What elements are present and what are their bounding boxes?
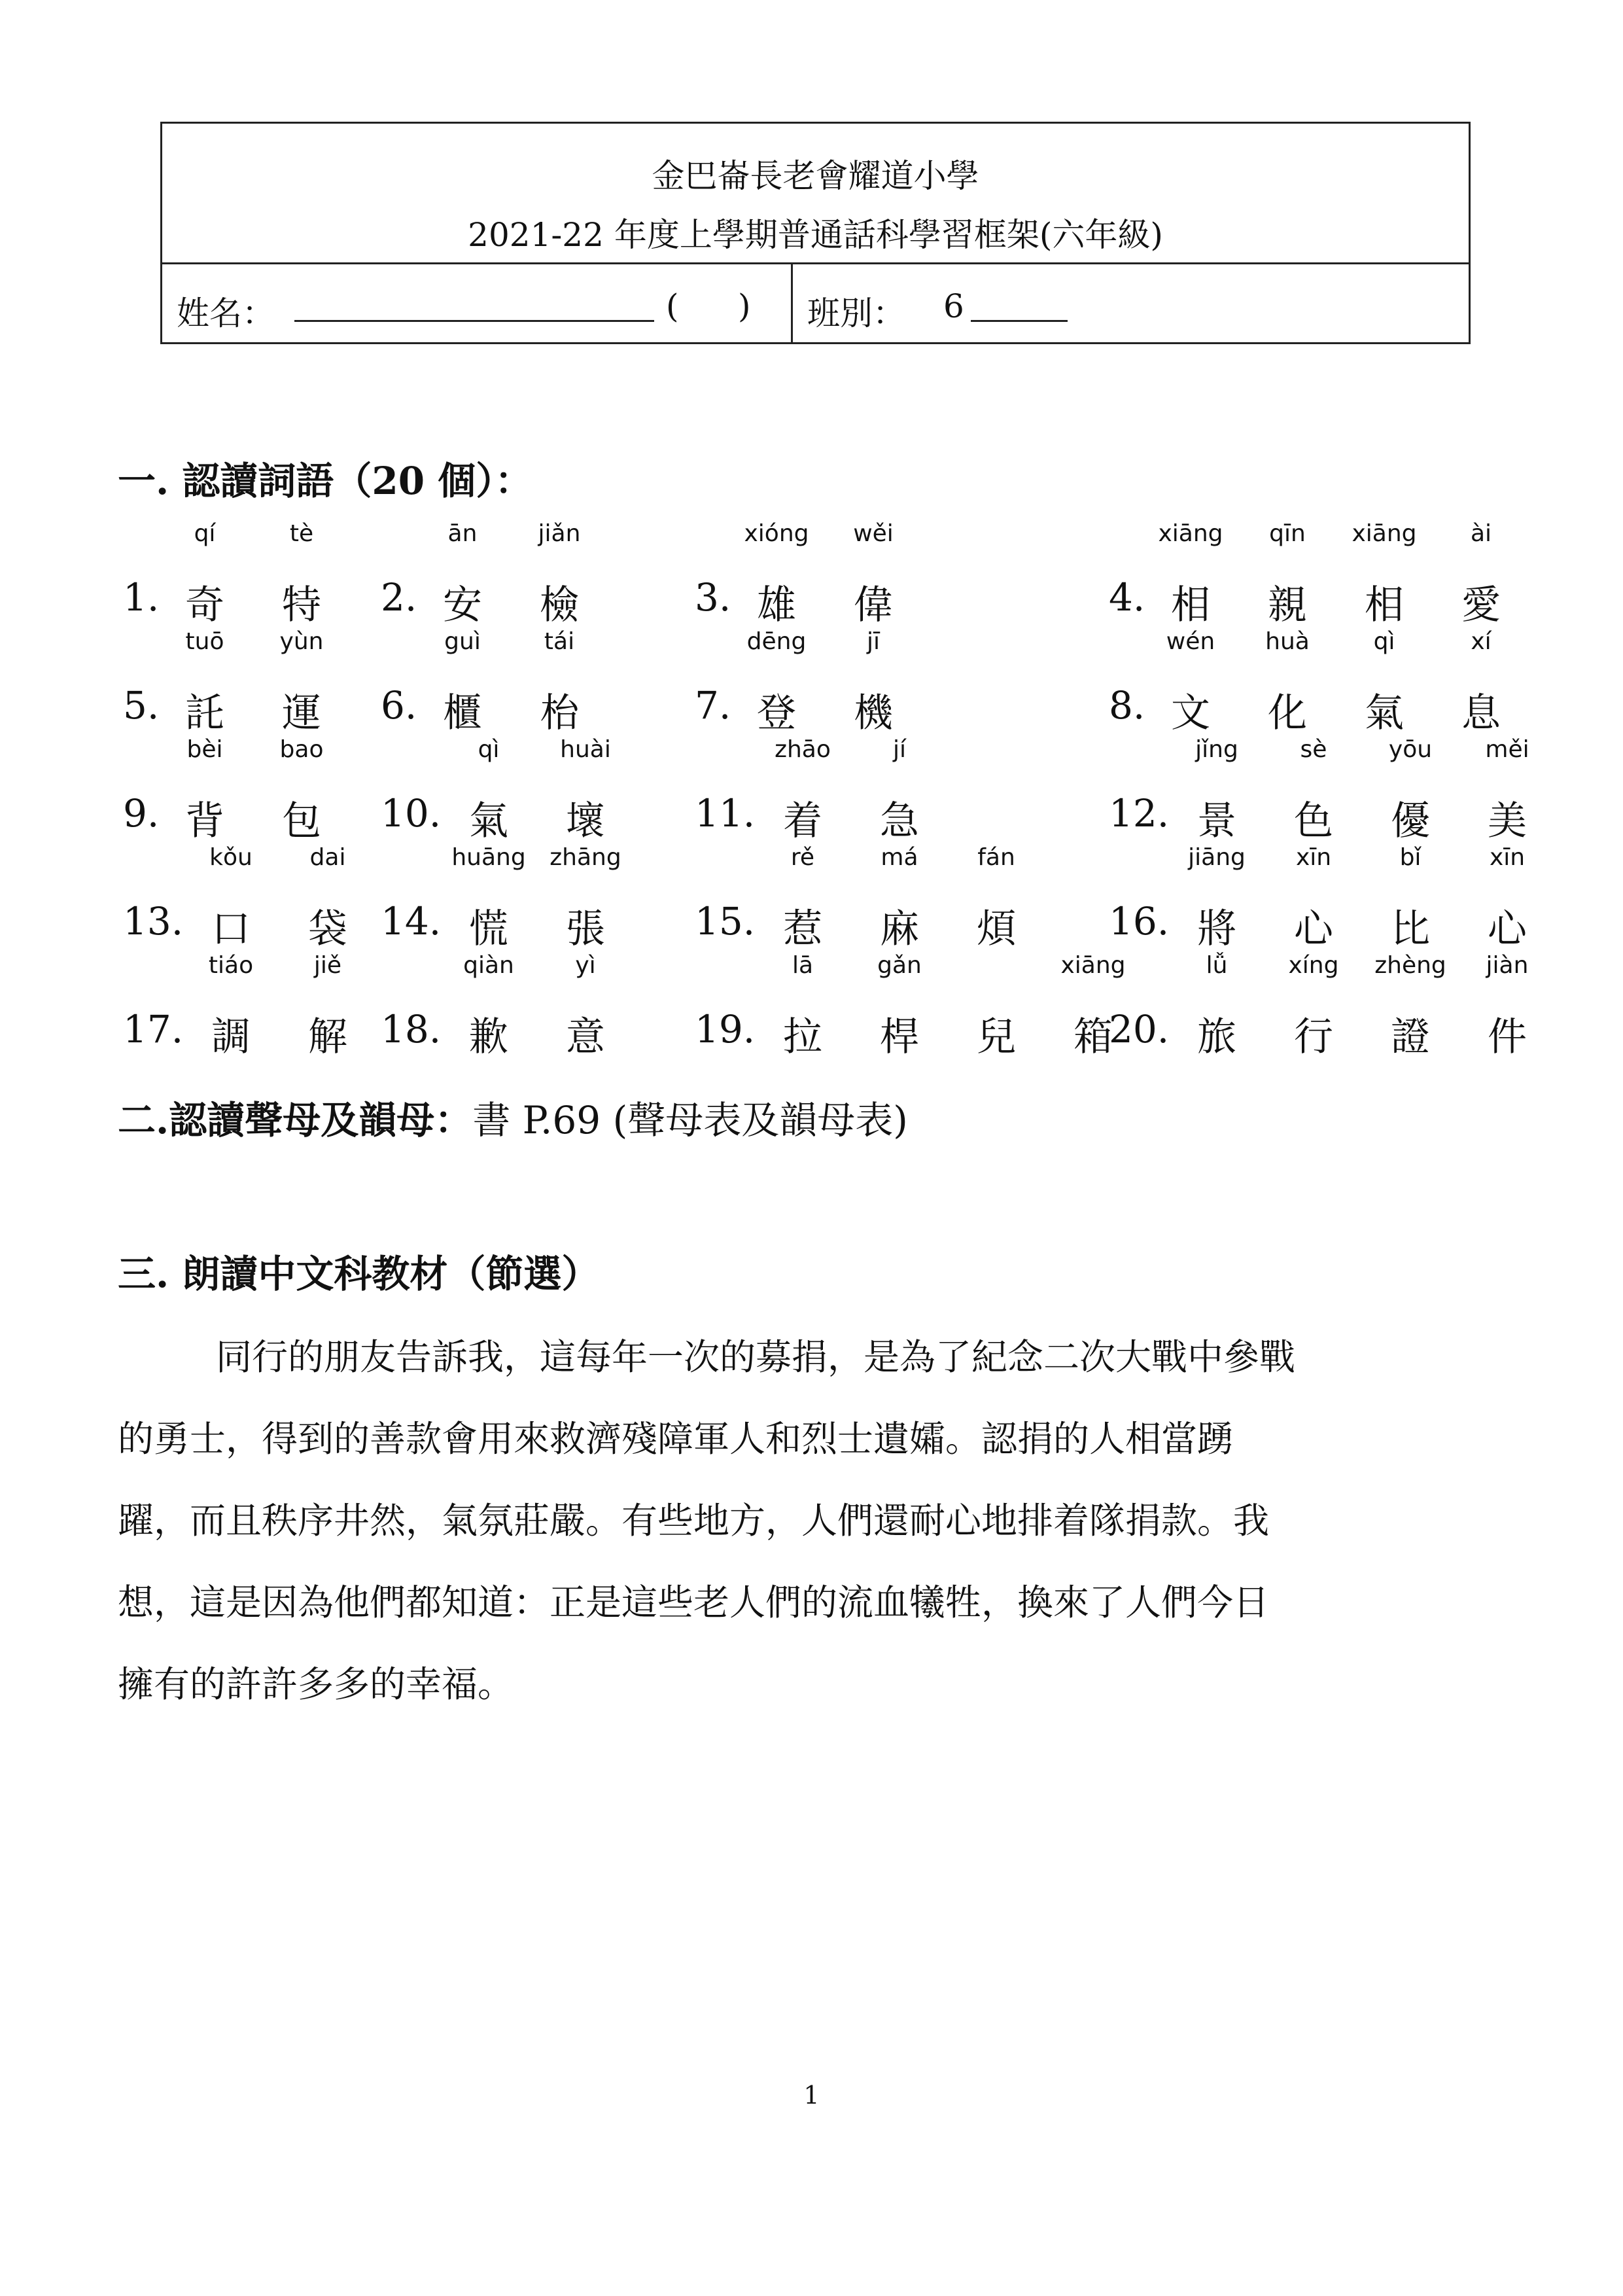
pinyin-label: ān: [447, 520, 478, 547]
hanzi: 麻: [880, 906, 919, 952]
pinyin-label: xióng: [744, 520, 809, 547]
student-info-row: [162, 262, 1469, 342]
vocab-number: 14.: [381, 899, 442, 944]
hanzi: 意: [566, 1014, 605, 1060]
pinyin-label: bao: [279, 736, 324, 763]
vocab-number: 15.: [695, 899, 756, 944]
pinyin-label: jiàn: [1486, 952, 1529, 979]
vocab-number: 19.: [695, 1007, 756, 1051]
vocab-number: 5.: [123, 683, 160, 728]
hanzi: 相: [1171, 582, 1210, 628]
hanzi: 親: [1268, 582, 1307, 628]
pinyin-label: ài: [1470, 520, 1492, 547]
pinyin-label: xí: [1471, 628, 1492, 655]
pinyin-label: tè: [289, 520, 314, 547]
pinyin-label: qí: [194, 520, 216, 547]
pinyin-label: wén: [1166, 628, 1215, 655]
pinyin-label: tái: [544, 628, 575, 655]
header-title-row: [162, 124, 1469, 264]
hanzi: 兒: [977, 1014, 1016, 1060]
framework-title: 2021-22 年度上學期普通話科學習框架(六年級): [468, 216, 1163, 254]
hanzi: 慌: [469, 906, 508, 952]
pinyin-label: lā: [792, 952, 814, 979]
pinyin-label: yōu: [1388, 736, 1433, 763]
vocab-number: 12.: [1109, 791, 1170, 836]
section2-title: 二.認讀聲母及韻母：: [118, 1098, 473, 1142]
vocab-number: 16.: [1109, 899, 1170, 944]
pinyin-label: jī: [866, 628, 880, 655]
hanzi: 壞: [566, 798, 605, 844]
pinyin-label: tuō: [185, 628, 224, 655]
hanzi: 景: [1197, 798, 1236, 844]
vocab-number: 2.: [381, 575, 417, 620]
pinyin-label: jǐng: [1195, 736, 1238, 763]
pinyin-label: xiāng: [1158, 520, 1223, 547]
hanzi: 拉: [783, 1014, 822, 1060]
hanzi: 件: [1488, 1014, 1527, 1060]
hanzi: 登: [757, 690, 796, 736]
class-blank-line: [971, 320, 1068, 322]
hanzi: 行: [1294, 1014, 1333, 1060]
passage-line: 的勇士，得到的善款會用來救濟殘障軍人和烈士遺孀。認捐的人相當踴: [118, 1418, 1234, 1460]
hanzi: 特: [282, 582, 321, 628]
name-blank-line: [294, 320, 654, 322]
page-number: 1: [803, 2081, 820, 2110]
pinyin-label: rě: [790, 844, 815, 871]
hanzi: 歉: [469, 1014, 508, 1060]
hanzi: 運: [282, 690, 321, 736]
hanzi: 袋: [308, 906, 347, 952]
pinyin-label: guì: [444, 628, 481, 655]
pinyin-label: xiāng: [1352, 520, 1417, 547]
vocab-number: 7.: [695, 683, 731, 728]
hanzi: 雄: [757, 582, 796, 628]
vocab-number: 4.: [1109, 575, 1145, 620]
pinyin-label: huāng: [451, 844, 526, 871]
hanzi: 色: [1294, 798, 1333, 844]
class-cell: [793, 262, 1469, 342]
hanzi: 息: [1461, 690, 1501, 736]
pinyin-label: qiàn: [463, 952, 514, 979]
pinyin-label: dēng: [746, 628, 807, 655]
hanzi: 美: [1488, 798, 1527, 844]
pinyin-label: yì: [575, 952, 596, 979]
pinyin-label: xīn: [1489, 844, 1526, 871]
pinyin-label: měi: [1485, 736, 1529, 763]
hanzi: 急: [880, 798, 919, 844]
pinyin-label: tiáo: [208, 952, 254, 979]
pinyin-label: sè: [1300, 736, 1327, 763]
hanzi: 將: [1197, 906, 1236, 952]
hanzi: 氣: [469, 798, 508, 844]
hanzi: 櫃: [443, 690, 482, 736]
pinyin-label: jiāng: [1188, 844, 1246, 871]
section2-heading: [118, 1089, 908, 1144]
pinyin-label: qì: [478, 736, 500, 763]
pinyin-label: xīn: [1295, 844, 1332, 871]
hanzi: 口: [211, 906, 251, 952]
hanzi: 惹: [783, 906, 822, 952]
vocab-number: 18.: [381, 1007, 442, 1051]
hanzi: 相: [1365, 582, 1404, 628]
pinyin-label: zhāng: [550, 844, 621, 871]
pinyin-label: zhāo: [775, 736, 831, 763]
pinyin-label: fán: [977, 844, 1015, 871]
hanzi: 桿: [880, 1014, 919, 1060]
vocab-number: 3.: [695, 575, 731, 620]
header-table: [160, 122, 1471, 344]
hanzi: 張: [566, 906, 605, 952]
hanzi: 背: [185, 798, 224, 844]
hanzi: 心: [1294, 906, 1333, 952]
pinyin-label: má: [881, 844, 918, 871]
pinyin-label: gǎn: [877, 952, 922, 979]
hanzi: 心: [1488, 906, 1527, 952]
pinyin-label: huài: [560, 736, 611, 763]
pinyin-label: huà: [1265, 628, 1310, 655]
hanzi: 安: [443, 582, 482, 628]
section3-heading: 三. 朗讀中文科教材（節選）: [118, 1252, 600, 1296]
class-label: 班別：: [807, 294, 905, 332]
hanzi: 着: [783, 798, 822, 844]
vocab-number: 1.: [123, 575, 160, 620]
hanzi: 奇: [185, 582, 224, 628]
pinyin-label: dai: [309, 844, 346, 871]
name-cell: [162, 262, 793, 342]
passage-line: 擁有的許許多多的幸福。: [118, 1663, 514, 1705]
hanzi: 氣: [1365, 690, 1404, 736]
vocab-number: 13.: [123, 899, 184, 944]
hanzi: 調: [211, 1014, 251, 1060]
hanzi: 證: [1391, 1014, 1430, 1060]
pinyin-label: bǐ: [1399, 844, 1422, 871]
class-value: 6: [943, 287, 964, 325]
pinyin-label: xiāng: [1060, 952, 1126, 979]
hanzi: 包: [282, 798, 321, 844]
pinyin-label: bèi: [186, 736, 223, 763]
vocab-number: 10.: [381, 791, 442, 836]
pinyin-label: yùn: [279, 628, 324, 655]
hanzi: 檢: [540, 582, 579, 628]
pinyin-label: jí: [892, 736, 906, 763]
hanzi: 枱: [540, 690, 579, 736]
vocab-number: 9.: [123, 791, 160, 836]
passage-line: 想，這是因為他們都知道：正是這些老人們的流血犧牲，換來了人們今日: [118, 1581, 1270, 1623]
number-paren-open: (: [666, 287, 679, 325]
hanzi: 愛: [1461, 582, 1501, 628]
pinyin-label: qì: [1373, 628, 1395, 655]
pinyin-label: jiě: [313, 952, 342, 979]
hanzi: 文: [1171, 690, 1210, 736]
school-name: 金巴崙長老會耀道小學: [652, 157, 979, 195]
number-paren-close: ): [738, 287, 751, 325]
pinyin-label: jiǎn: [538, 520, 581, 547]
passage-line: 躍，而且秩序井然，氣氛莊嚴。有些地方，人們還耐心地排着隊捐款。我: [118, 1500, 1270, 1542]
hanzi: 偉: [854, 582, 893, 628]
passage-line: 同行的朋友告訴我，這每年一次的募捐，是為了紀念二次大戰中參戰: [216, 1336, 1296, 1378]
pinyin-label: xíng: [1288, 952, 1339, 979]
vocab-number: 20.: [1109, 1007, 1170, 1051]
section2-reference: 書 P.69 (聲母表及韻母表): [472, 1098, 908, 1142]
vocab-number: 6.: [381, 683, 417, 728]
hanzi: 優: [1391, 798, 1430, 844]
hanzi: 託: [185, 690, 224, 736]
hanzi: 解: [308, 1014, 347, 1060]
hanzi: 箱: [1073, 1014, 1113, 1060]
hanzi: 機: [854, 690, 893, 736]
vocab-number: 11.: [695, 791, 756, 836]
vocab-number: 17.: [123, 1007, 184, 1051]
pinyin-label: zhèng: [1374, 952, 1446, 979]
pinyin-label: qīn: [1269, 520, 1306, 547]
hanzi: 比: [1391, 906, 1430, 952]
hanzi: 化: [1268, 690, 1307, 736]
vocab-number: 8.: [1109, 683, 1145, 728]
hanzi: 旅: [1197, 1014, 1236, 1060]
pinyin-label: kǒu: [209, 844, 253, 871]
pinyin-label: lǚ: [1206, 952, 1228, 979]
name-label: 姓名：: [177, 294, 275, 332]
pinyin-label: wěi: [853, 520, 894, 547]
section1-heading: 一. 認讀詞語（20 個）：: [118, 459, 533, 503]
hanzi: 煩: [977, 906, 1016, 952]
